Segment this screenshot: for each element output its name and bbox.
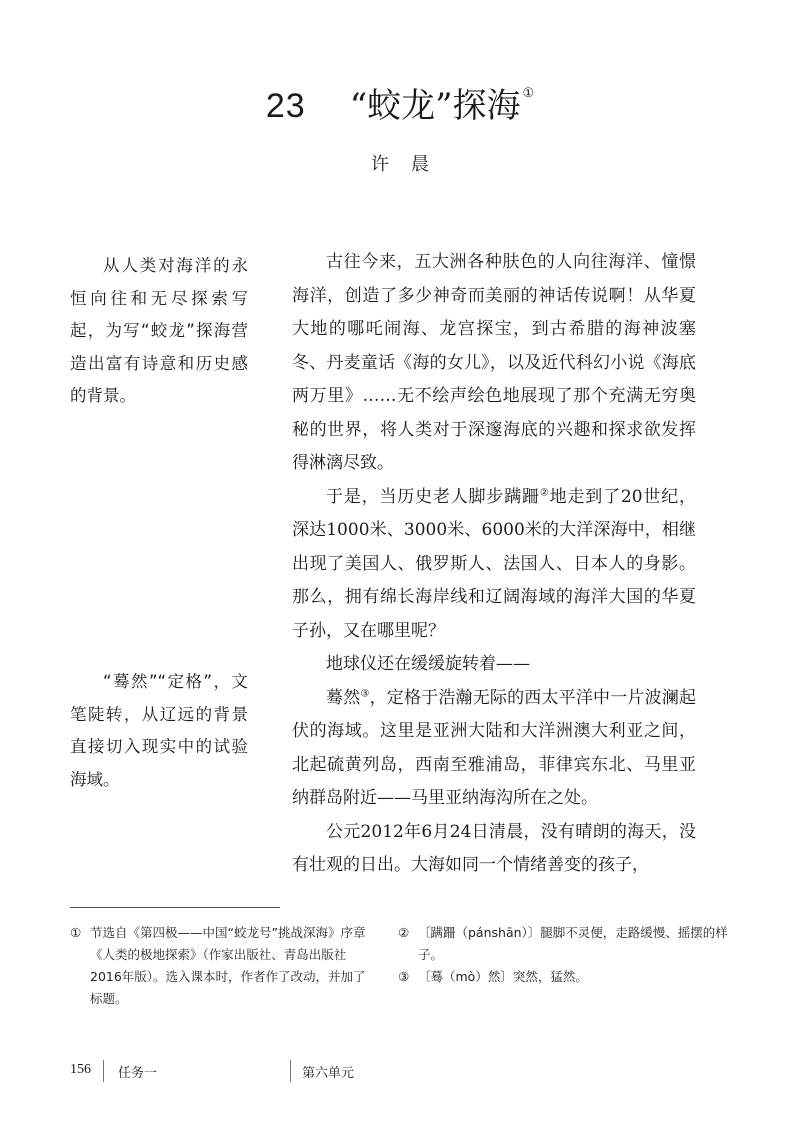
footnotes-left	[70, 922, 370, 1010]
footer-divider	[103, 1060, 104, 1082]
footer-unit: 第六单元	[302, 1066, 355, 1081]
footnote-ref-2: ②	[539, 486, 550, 498]
paragraph-4	[292, 682, 696, 816]
footnote-2-text: 〔蹒跚（pánshān）〕腿脚不灵便，走路缓慢、摇摆的样子。	[418, 925, 728, 962]
footnote-3-text: 〔蓦（mò）然〕突然，猛然。	[418, 969, 588, 984]
side-note-2	[70, 666, 248, 796]
footer-section: 任务一	[118, 1066, 158, 1081]
paragraph-2-part-b: 地走到了20世纪，深达1000米、3000米、6000米的大洋深海中，相继出现了美国人、俄罗斯人、法国人、日本人的身影。那么，拥有绵长海岸线和辽阔海域的海洋大国的华夏子孙，又在哪里呢？	[292, 486, 697, 641]
footnote-3-marker: ③	[398, 969, 410, 984]
footnote-ref-3: ③	[360, 687, 370, 699]
main-text	[292, 246, 696, 883]
footnote-2-marker: ②	[398, 925, 410, 940]
footnote-divider	[70, 907, 280, 908]
footnote-1-marker: ①	[70, 925, 82, 940]
page-footer	[0, 1060, 800, 1084]
lesson-number: 23	[265, 87, 306, 125]
footnotes-right	[398, 922, 728, 988]
paragraph-4-part-a: 蓦然	[326, 687, 361, 708]
footnote-1	[70, 922, 370, 1010]
paragraph-2-part-a: 于是，当历史老人脚步蹒跚	[326, 486, 540, 507]
footer-divider	[290, 1060, 291, 1082]
side-note-text: 从人类对海洋的永恒向往和无尽探索写起，为写“蛟龙”探海营造出富有诗意和历史感的背景。	[70, 256, 248, 405]
paragraph-4-part-b: ，定格于浩瀚无际的西太平洋中一片波澜起伏的海域。这里是亚洲大陆和大洋洲澳大利亚之间，北起硫黄列岛，西南至雅浦岛，菲律宾东北、马里亚纳群岛附近——马里亚纳海沟所在之处。	[292, 687, 697, 808]
author-name: 许晨	[371, 154, 451, 175]
title-text: “蛟龙”探海	[349, 86, 521, 126]
side-note-1	[70, 250, 248, 413]
paragraph-3: 地球仪还在缓缓旋转着——	[326, 654, 530, 674]
paragraph-5: 公元2012年6月24日清晨，没有晴朗的海天，没有壮观的日出。大海如同一个情绪善变的孩子，	[292, 821, 696, 875]
paragraph-1: 古往今来，五大洲各种肤色的人向往海洋、憧憬海洋，创造了多少神奇而美丽的神话传说啊！从华夏大地的哪吒闹海、龙宫探宝，到古希腊的海神波塞冬、丹麦童话《海的女儿》，以及近代科幻小说《海底两万里》……无不绘声绘色地展现了那个充满无穷奥秘的世界，将人类对于深邃海底的兴趣和探求欲发挥得淋漓尽致。	[292, 252, 696, 473]
footnote-2	[398, 922, 728, 966]
lesson-title	[0, 78, 800, 127]
footnote-3	[398, 966, 728, 988]
page-number: 156	[70, 1062, 91, 1077]
footnote-1-text: 节选自《第四极——中国“蛟龙号”挑战深海》序章《人类的极地探索》（作家出版社、青岛出版社2016年版）。选入课本时，作者作了改动，并加了标题。	[90, 925, 366, 1006]
side-note-text: “蓦然”“定格”，文笔陡转，从辽远的背景直接切入现实中的试验海域。	[70, 672, 248, 789]
paragraph-2	[292, 481, 696, 649]
title-footnote-marker: ①	[522, 86, 535, 101]
